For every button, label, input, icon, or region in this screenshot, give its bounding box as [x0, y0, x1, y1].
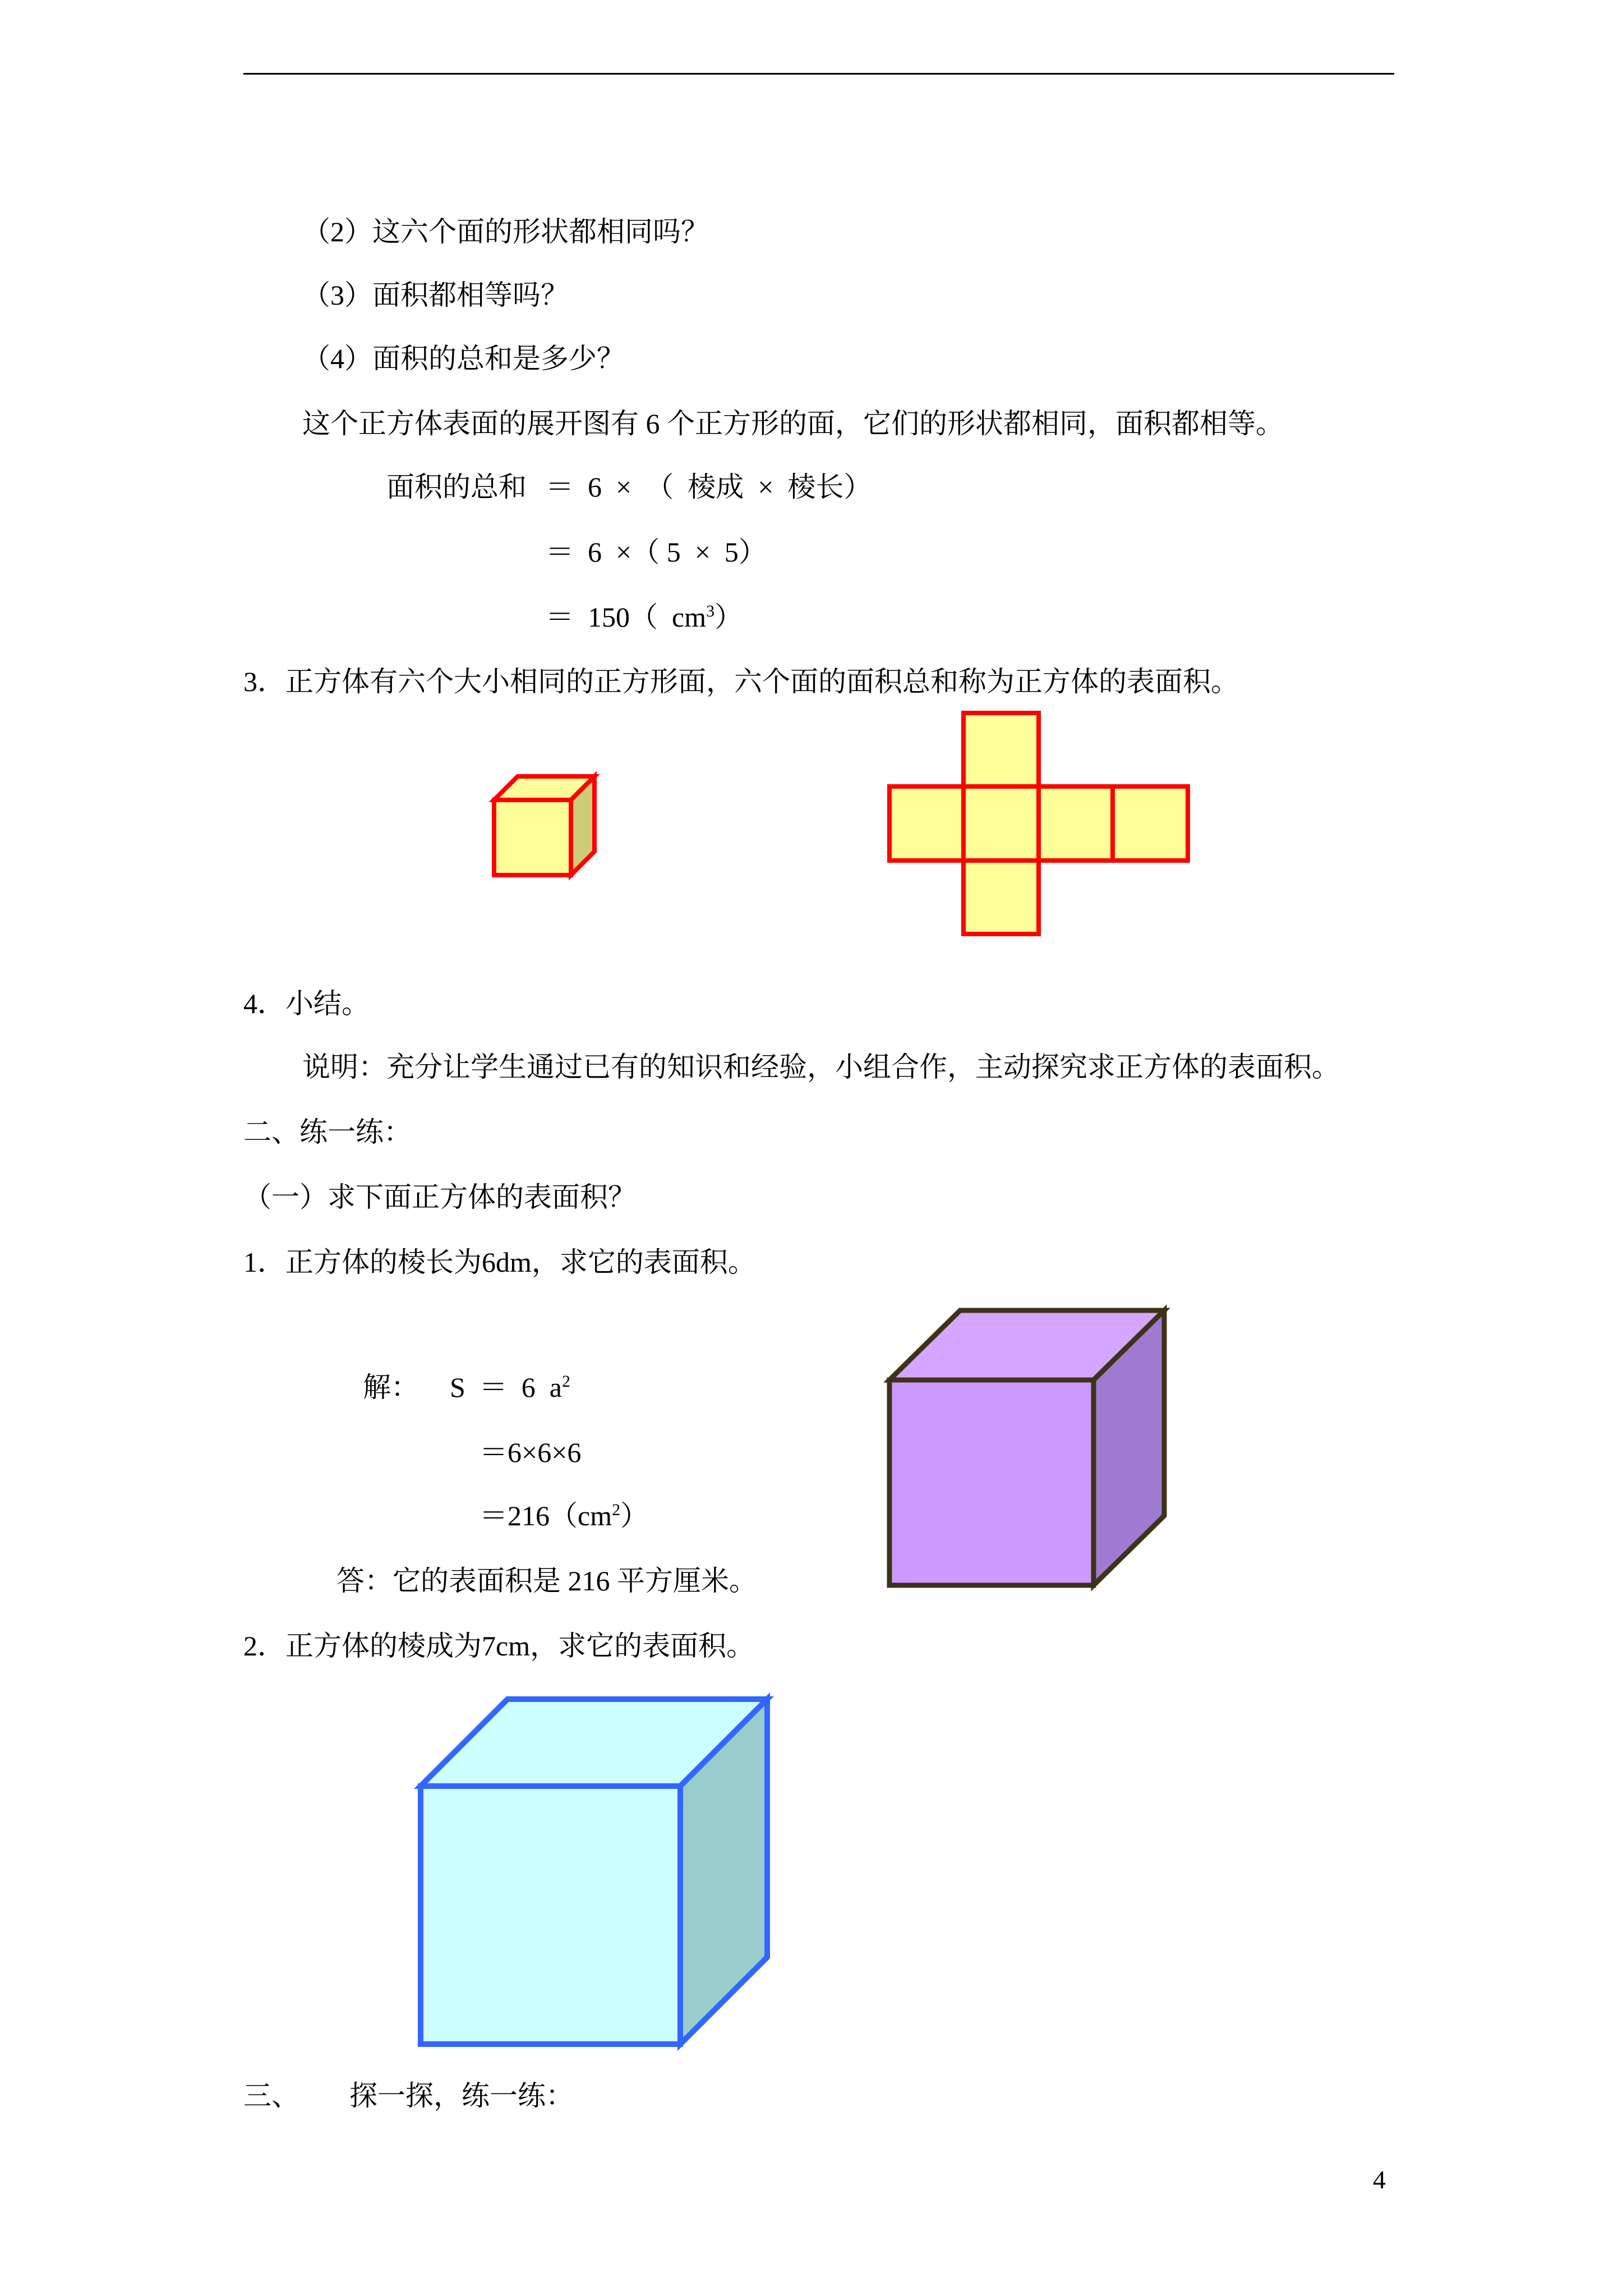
- page-number: 4: [1373, 2165, 1386, 2194]
- area-formula-line1: ＝ 6 × （ 棱成 × 棱长）: [546, 471, 872, 503]
- exercise-2-prompt: 2．正方体的棱成为7cm，求它的表面积。: [243, 1630, 755, 1662]
- purple-cube-front-face: [889, 1380, 1094, 1585]
- area-formula-line3: [546, 600, 743, 634]
- net-square-left: [889, 786, 963, 861]
- subsection-1-title: （一）求下面正方体的表面积？: [243, 1181, 636, 1213]
- exercise-1-prompt: 1．正方体的棱长为6dm，求它的表面积。: [243, 1246, 756, 1278]
- net-square-bottom: [963, 861, 1039, 934]
- exercise-1-solution-label: 解：: [363, 1372, 419, 1403]
- exercise-1-step2: ＝6×6×6: [479, 1437, 582, 1468]
- purple-cube-figure: [889, 1310, 1164, 1585]
- blue-cube-front-face: [421, 1786, 680, 2044]
- exercise-1-formula-main: S ＝ 6 a: [450, 1372, 562, 1403]
- question-2: （2）这六个面的形状都相同吗？: [302, 216, 709, 247]
- blue-cube-figure: [421, 1699, 767, 2044]
- section-3-title: 探一探，练一练：: [349, 2080, 574, 2111]
- area-formula-label: 面积的总和: [386, 471, 527, 503]
- exercise-1-step3: [479, 1499, 648, 1533]
- point-3-text: 3．正方体有六个大小相同的正方形面，六个面的面积总和称为正方体的表面积。: [243, 666, 1239, 697]
- exercise-1-formula: [450, 1370, 570, 1404]
- question-4: （4）面积的总和是多少？: [302, 343, 625, 374]
- area-formula-line2: ＝ 6 ×（ 5 × 5）: [546, 536, 767, 568]
- explanation-text: 这个正方体表面的展开图有 6 个正方形的面，它们的形状都相同，面积都相等。: [302, 408, 1284, 439]
- section-2-title: 二、练一练：: [243, 1116, 412, 1148]
- area-formula-line3-main: ＝ 150（ cm: [546, 601, 707, 633]
- cube-net-figure: [889, 713, 1188, 934]
- small-cube-figure: [494, 776, 594, 875]
- small-cube-front-face: [494, 800, 571, 875]
- exercise-1-formula-exponent: 2: [562, 1372, 570, 1391]
- area-formula-line3-end: ）: [714, 601, 743, 633]
- net-square-top: [963, 713, 1039, 786]
- net-square-right: [1039, 786, 1113, 861]
- exercise-1-step3-exponent: 2: [612, 1501, 621, 1519]
- section-3-number: 三、: [243, 2080, 299, 2111]
- exercise-1-step3-end: ）: [620, 1500, 649, 1531]
- area-formula-line3-exponent: 3: [706, 602, 715, 620]
- point-4-text: 4．小结。: [243, 988, 370, 1019]
- exercise-1-step3-main: ＝216（cm: [479, 1500, 612, 1531]
- exercise-1-answer: 答：它的表面积是 216 平方厘米。: [336, 1565, 757, 1596]
- net-square-far-right: [1113, 786, 1188, 861]
- net-square-center: [963, 786, 1039, 861]
- note-text: 说明：充分让学生通过已有的知识和经验，小组合作，主动探究求正方体的表面积。: [302, 1051, 1340, 1083]
- question-3: （3）面积都相等吗？: [302, 279, 569, 311]
